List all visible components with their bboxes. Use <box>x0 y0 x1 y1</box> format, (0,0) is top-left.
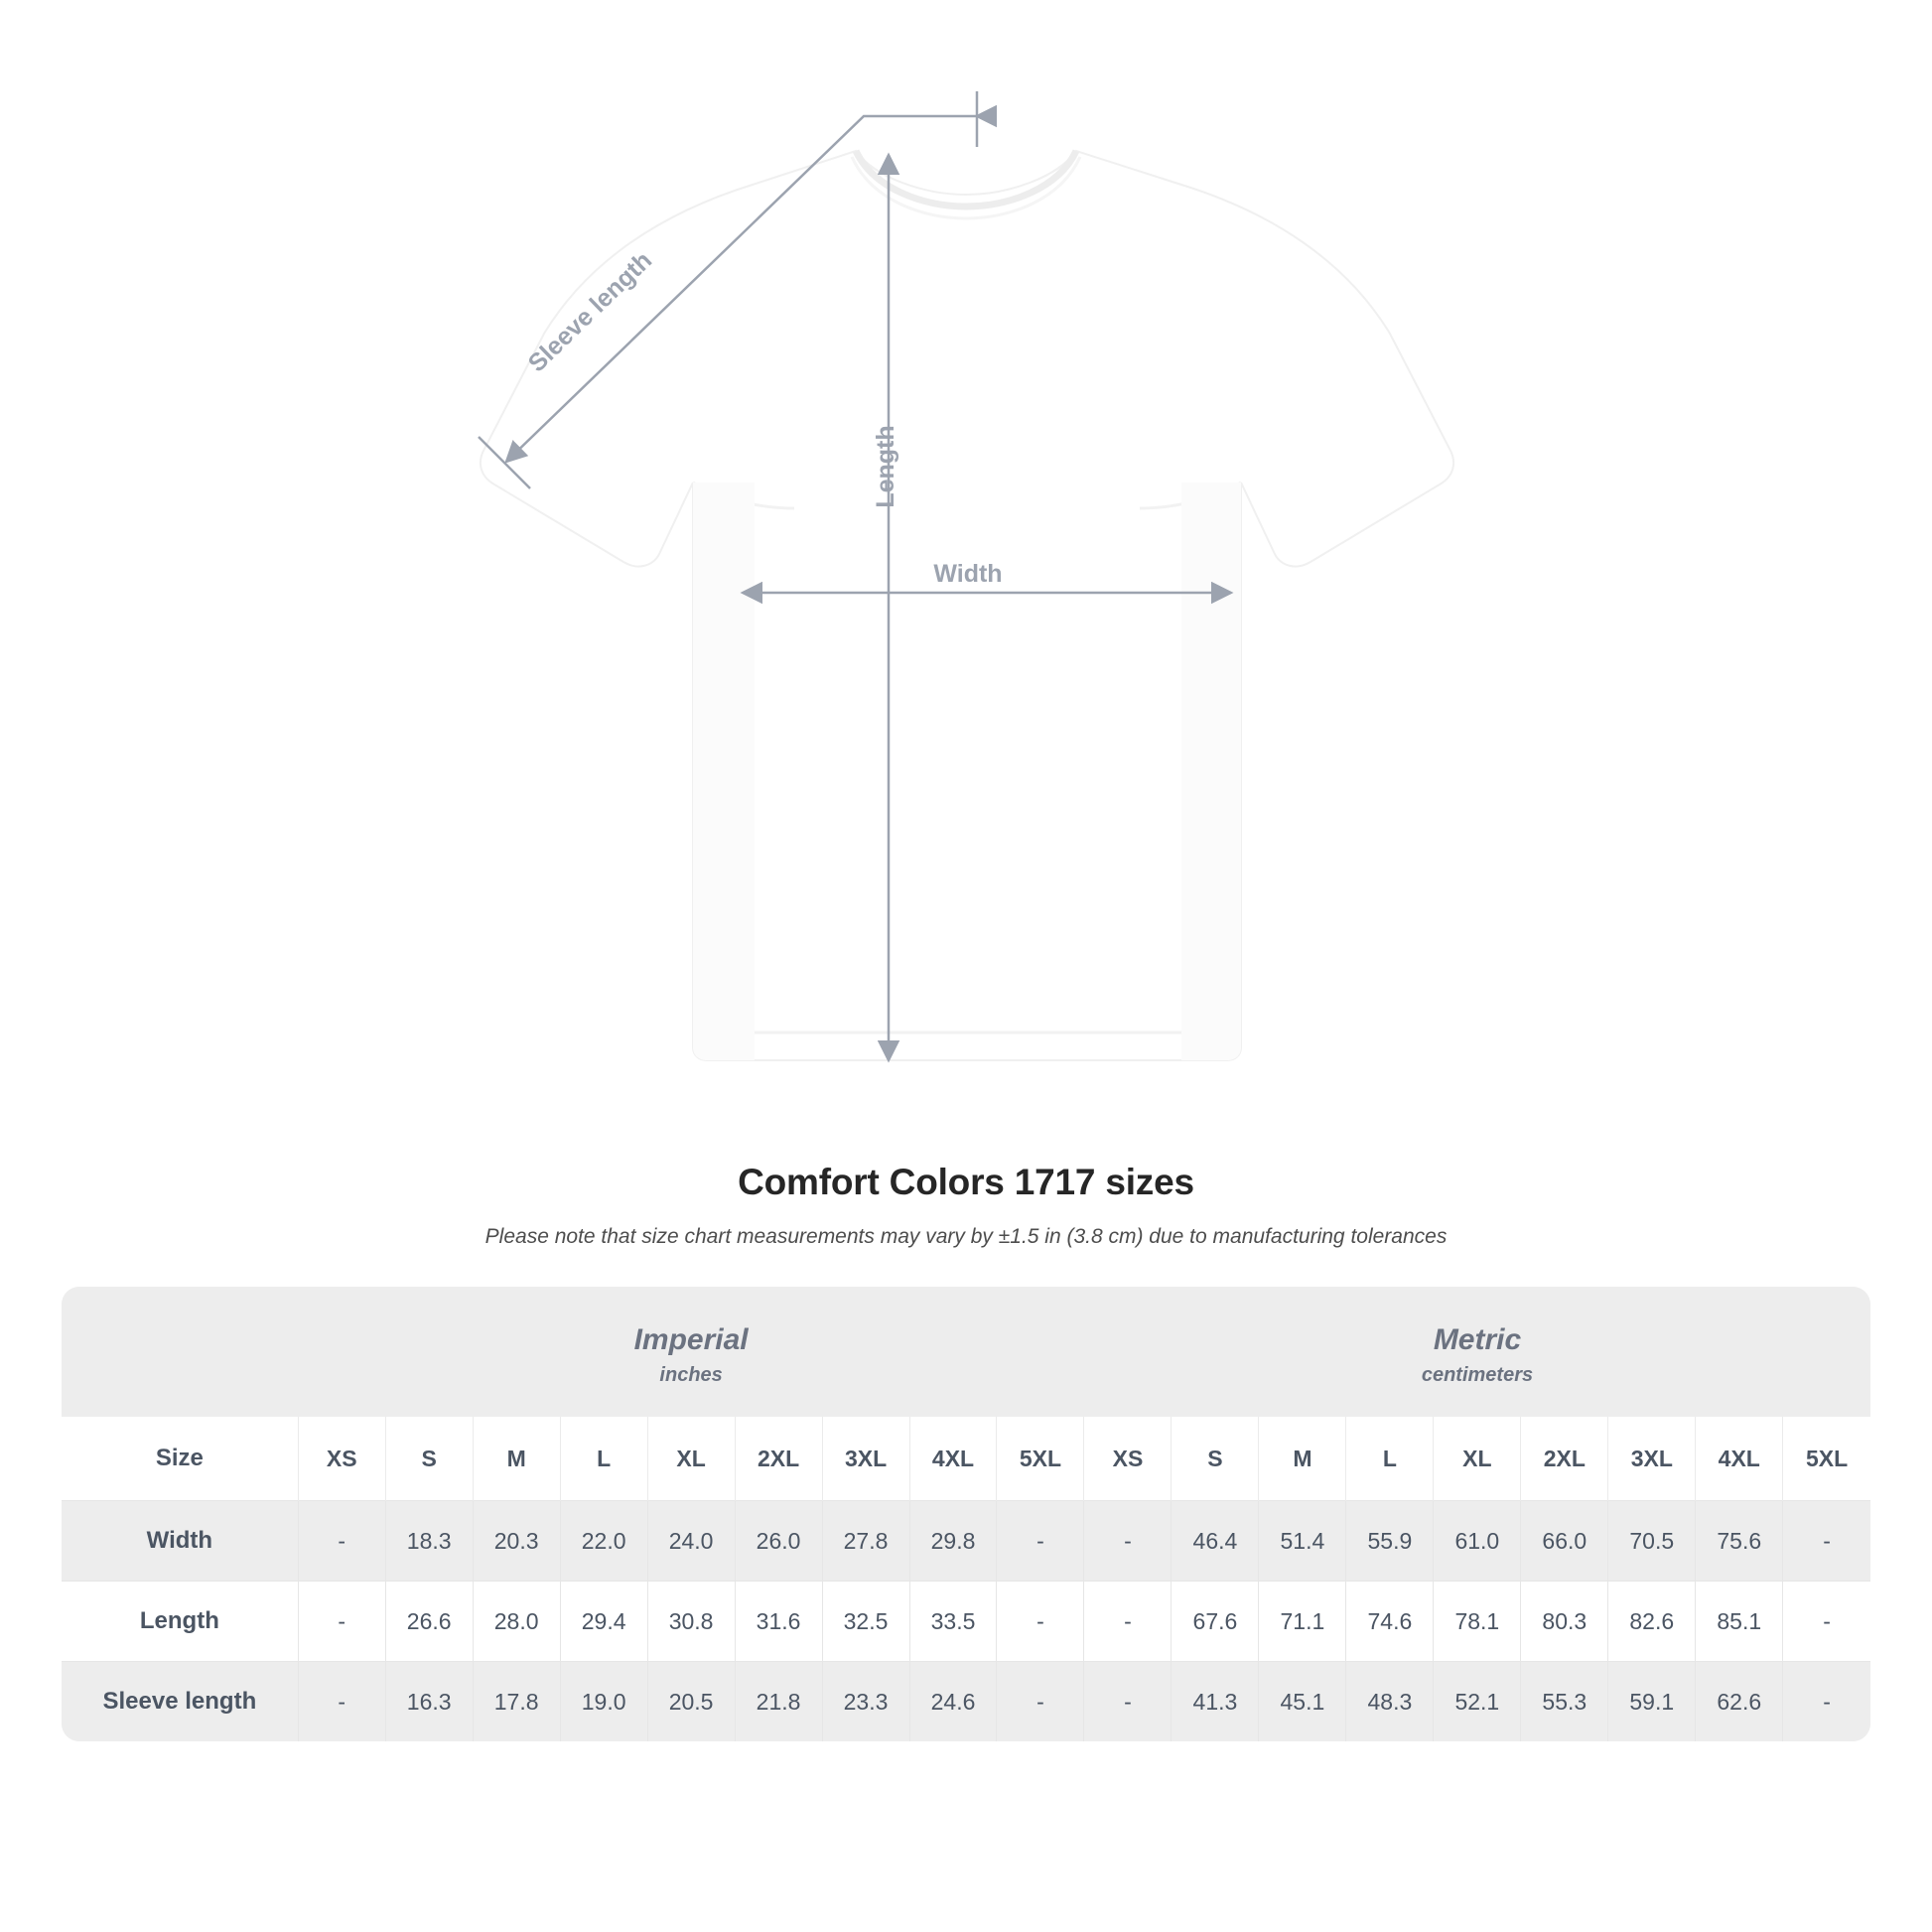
size-header-cell: 4XL <box>909 1417 997 1501</box>
unit-group-imperial-sub: inches <box>659 1364 723 1386</box>
size-header-cell: L <box>1346 1417 1434 1501</box>
size-table <box>62 1287 1870 1741</box>
table-cell: 41.3 <box>1172 1662 1259 1742</box>
size-header-cell: 4XL <box>1696 1417 1783 1501</box>
table-cell: 26.6 <box>385 1582 473 1662</box>
sleeve-length-label: Sleeve length <box>522 246 658 378</box>
table-cell: - <box>1783 1501 1870 1582</box>
table-cell: 18.3 <box>385 1501 473 1582</box>
table-cell: 70.5 <box>1608 1501 1696 1582</box>
table-cell: - <box>298 1662 385 1742</box>
table-cell: 20.5 <box>647 1662 735 1742</box>
table-cell: 20.3 <box>473 1501 560 1582</box>
size-header-cell: 5XL <box>997 1417 1084 1501</box>
table-cell: - <box>1783 1582 1870 1662</box>
table-cell: - <box>298 1582 385 1662</box>
chart-title: Comfort Colors 1717 sizes <box>738 1162 1194 1202</box>
table-cell: 67.6 <box>1172 1582 1259 1662</box>
table-cell: 21.8 <box>735 1662 822 1742</box>
table-cell: - <box>997 1582 1084 1662</box>
table-cell: 31.6 <box>735 1582 822 1662</box>
table-cell: - <box>997 1662 1084 1742</box>
table-cell: 27.8 <box>822 1501 909 1582</box>
row-label: Width <box>62 1501 298 1582</box>
size-header-row <box>62 1417 1870 1501</box>
size-header-cell: 3XL <box>822 1417 909 1501</box>
unit-group-spacer <box>62 1287 298 1417</box>
width-label: Width <box>933 560 1003 588</box>
table-cell: 16.3 <box>385 1662 473 1742</box>
table-cell: 24.0 <box>647 1501 735 1582</box>
size-header-cell: 5XL <box>1783 1417 1870 1501</box>
row-label: Sleeve length <box>62 1662 298 1742</box>
table-cell: 46.4 <box>1172 1501 1259 1582</box>
table-cell: 24.6 <box>909 1662 997 1742</box>
table-row <box>62 1662 1870 1742</box>
chart-note: Please note that size chart measurements may vary by ±1.5 in (3.8 cm) due to manufacturing tolerances <box>484 1225 1448 1248</box>
table-cell: 55.9 <box>1346 1501 1434 1582</box>
unit-group-imperial-name: Imperial <box>633 1323 749 1356</box>
table-cell: 28.0 <box>473 1582 560 1662</box>
table-cell: - <box>1084 1662 1172 1742</box>
size-header-cell: S <box>1172 1417 1259 1501</box>
size-header-cell: XS <box>298 1417 385 1501</box>
table-cell: 26.0 <box>735 1501 822 1582</box>
length-label: Length <box>872 425 899 508</box>
table-cell: - <box>1084 1582 1172 1662</box>
table-cell: 55.3 <box>1521 1662 1608 1742</box>
size-header-cell: L <box>560 1417 647 1501</box>
unit-group-metric-sub: centimeters <box>1421 1364 1534 1386</box>
table-cell: 80.3 <box>1521 1582 1608 1662</box>
table-cell: 23.3 <box>822 1662 909 1742</box>
unit-group-row <box>62 1287 1870 1417</box>
table-cell: 82.6 <box>1608 1582 1696 1662</box>
size-table-head <box>62 1287 1870 1501</box>
size-header-cell: S <box>385 1417 473 1501</box>
table-cell: 78.1 <box>1434 1582 1521 1662</box>
row-label: Length <box>62 1582 298 1662</box>
table-cell: 33.5 <box>909 1582 997 1662</box>
table-cell: - <box>298 1501 385 1582</box>
table-cell: 51.4 <box>1259 1501 1346 1582</box>
table-cell: 17.8 <box>473 1662 560 1742</box>
size-header-cell: 2XL <box>735 1417 822 1501</box>
table-cell: 74.6 <box>1346 1582 1434 1662</box>
table-row <box>62 1501 1870 1582</box>
size-header-cell: M <box>473 1417 560 1501</box>
size-header-cell: 2XL <box>1521 1417 1608 1501</box>
table-cell: 71.1 <box>1259 1582 1346 1662</box>
size-header-cell: XL <box>1434 1417 1521 1501</box>
table-cell: 75.6 <box>1696 1501 1783 1582</box>
table-cell: 61.0 <box>1434 1501 1521 1582</box>
size-header-label: Size <box>62 1417 298 1501</box>
unit-group-metric <box>1084 1287 1870 1417</box>
table-cell: 32.5 <box>822 1582 909 1662</box>
table-cell: 19.0 <box>560 1662 647 1742</box>
table-cell: 59.1 <box>1608 1662 1696 1742</box>
table-cell: 85.1 <box>1696 1582 1783 1662</box>
table-cell: 66.0 <box>1521 1501 1608 1582</box>
table-cell: 52.1 <box>1434 1662 1521 1742</box>
table-cell: 29.4 <box>560 1582 647 1662</box>
size-header-cell: 3XL <box>1608 1417 1696 1501</box>
size-table-body <box>62 1501 1870 1742</box>
unit-group-metric-name: Metric <box>1433 1323 1522 1356</box>
size-header-cell: M <box>1259 1417 1346 1501</box>
table-cell: 62.6 <box>1696 1662 1783 1742</box>
unit-group-imperial <box>298 1287 1084 1417</box>
size-header-cell: XS <box>1084 1417 1172 1501</box>
table-cell: 45.1 <box>1259 1662 1346 1742</box>
table-cell: - <box>1084 1501 1172 1582</box>
table-cell: - <box>1783 1662 1870 1742</box>
table-cell: 30.8 <box>647 1582 735 1662</box>
table-cell: 48.3 <box>1346 1662 1434 1742</box>
table-cell: - <box>997 1501 1084 1582</box>
table-cell: 22.0 <box>560 1501 647 1582</box>
size-header-cell: XL <box>647 1417 735 1501</box>
table-cell: 29.8 <box>909 1501 997 1582</box>
size-table-wrapper <box>62 1287 1870 1741</box>
table-row <box>62 1582 1870 1662</box>
